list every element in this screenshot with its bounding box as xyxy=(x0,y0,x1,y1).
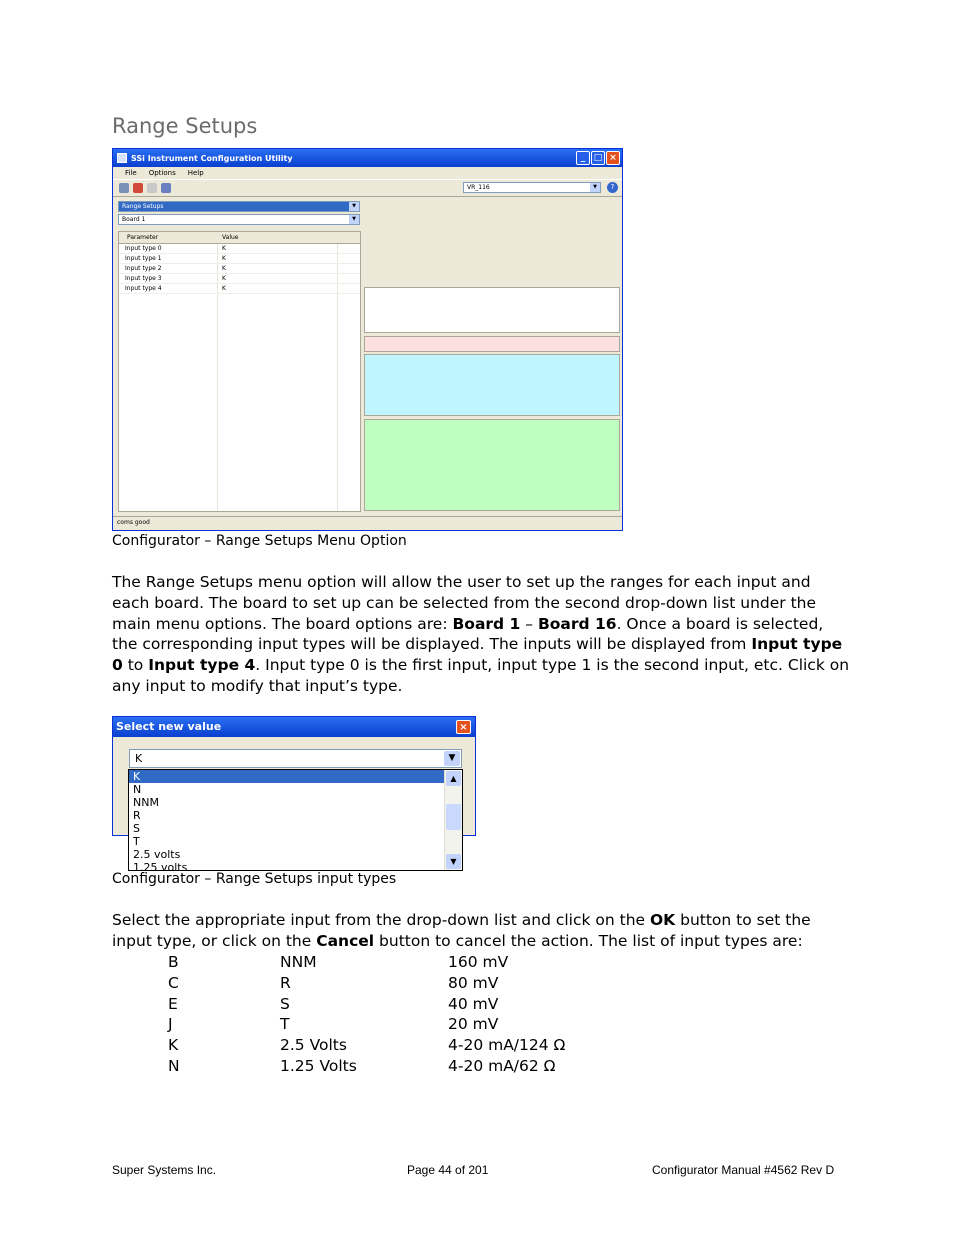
type-item: K xyxy=(168,1036,179,1055)
row-value: K xyxy=(222,245,226,252)
row-value: K xyxy=(222,255,226,262)
text: – xyxy=(520,614,538,633)
window-title: SSi Instrument Configuration Utility xyxy=(131,153,293,163)
scrollbar[interactable] xyxy=(444,770,462,870)
caption-2: Configurator – Range Setups input types xyxy=(112,871,397,887)
chevron-down-icon: ▼ xyxy=(444,751,460,766)
right-pane xyxy=(364,203,622,512)
type-item: E xyxy=(168,994,178,1013)
pink-panel xyxy=(364,336,620,352)
help-icon[interactable]: ? xyxy=(607,182,618,193)
status-text: coms good xyxy=(117,519,150,526)
row-value: K xyxy=(222,265,226,272)
type-item: S xyxy=(280,994,290,1013)
list-item[interactable]: S xyxy=(133,822,140,835)
grid-header xyxy=(119,232,360,244)
text: button to set the input type, or click on the xyxy=(112,911,811,950)
row-parameter: Input type 3 xyxy=(125,275,162,282)
type-item: 2.5 Volts xyxy=(280,1036,347,1055)
list-item[interactable]: R xyxy=(133,809,141,822)
type-item: 160 mV xyxy=(448,953,509,971)
section-heading: Range Setups xyxy=(112,114,258,138)
dialog-title: Select new value xyxy=(116,720,222,733)
footer-right: Configurator Manual #4562 Rev D xyxy=(652,1163,835,1177)
close-icon[interactable]: × xyxy=(456,720,471,734)
row-value: K xyxy=(222,285,226,292)
bold-text: OK xyxy=(650,911,676,929)
paragraph-2 xyxy=(112,910,852,952)
status-bar xyxy=(113,516,622,530)
footer-left: Super Systems Inc. xyxy=(112,1163,217,1177)
scroll-thumb[interactable] xyxy=(446,804,461,830)
type-item: J xyxy=(168,1015,173,1034)
text: The Range Setups menu option will allow the user to set up the ranges for each input and each board. The board to set up can be selected from the second drop-down list under the main menu options. The board options are: xyxy=(112,573,817,633)
list-item[interactable]: 2.5 volts xyxy=(133,848,181,861)
bold-text: Cancel xyxy=(316,931,375,950)
type-item: NNM xyxy=(280,953,317,971)
value-select[interactable] xyxy=(129,749,462,768)
menu-option-value: Range Setups xyxy=(122,203,164,210)
parameter-grid xyxy=(118,231,361,512)
text: . Input type 0 is the first input, input type 1 is the second input, etc. Click on any input to modify that input’s type. xyxy=(112,656,850,695)
paragraph-1 xyxy=(112,572,852,697)
gear-icon[interactable] xyxy=(161,183,171,193)
dialog-titlebar xyxy=(113,717,475,737)
connect-icon[interactable] xyxy=(119,183,129,193)
bold-text: Board 1 xyxy=(452,614,521,633)
type-item: 80 mV xyxy=(448,973,499,992)
type-item: T xyxy=(280,1015,290,1034)
minimize-icon[interactable]: _ xyxy=(576,151,590,165)
footer-page-number: Page 44 of 201 xyxy=(407,1163,489,1177)
type-item: 1.25 Volts xyxy=(280,1056,357,1075)
text: . Once a board is selected, the corresponding input types will be displayed. The inputs will be displayed from xyxy=(112,614,824,654)
text: to xyxy=(122,656,149,675)
column-header-value: Value xyxy=(222,234,239,241)
board-select[interactable] xyxy=(118,214,360,225)
table-row[interactable] xyxy=(119,284,360,294)
text: Select the appropriate input from the drop-down list and click on the xyxy=(112,911,650,929)
connection-select[interactable] xyxy=(463,182,601,193)
table-row[interactable] xyxy=(119,244,360,254)
type-item: 40 mV xyxy=(448,994,499,1013)
chevron-up-icon[interactable]: ▲ xyxy=(446,771,461,786)
app-icon xyxy=(117,153,127,163)
bold-text: Board 16 xyxy=(537,614,617,633)
search-icon[interactable] xyxy=(147,183,157,193)
table-row[interactable] xyxy=(119,254,360,264)
bold-text: Input type 4 xyxy=(148,656,256,675)
left-pane xyxy=(118,201,361,512)
type-item: B xyxy=(168,953,179,971)
menu-bar xyxy=(113,167,622,179)
row-parameter: Input type 4 xyxy=(125,285,162,292)
config-utility-window xyxy=(112,148,623,531)
maximize-icon[interactable]: □ xyxy=(591,151,605,165)
selected-value: K xyxy=(135,752,143,765)
type-item: C xyxy=(168,973,179,992)
list-item[interactable]: K xyxy=(129,770,462,783)
menu-options[interactable]: Options xyxy=(148,169,176,177)
row-value: K xyxy=(222,275,226,282)
green-panel xyxy=(364,419,620,511)
table-row[interactable] xyxy=(119,264,360,274)
type-item: N xyxy=(168,1056,180,1075)
white-panel xyxy=(364,287,620,333)
column-header-parameter: Parameter xyxy=(127,234,159,241)
row-parameter: Input type 0 xyxy=(125,245,162,252)
list-item[interactable]: NNM xyxy=(133,796,159,809)
chevron-down-icon: ▼ xyxy=(590,183,600,192)
menu-help[interactable]: Help xyxy=(187,169,204,177)
cyan-panel xyxy=(364,354,620,416)
menu-option-select[interactable] xyxy=(118,201,360,212)
board-value: Board 1 xyxy=(122,216,146,223)
type-item: 4-20 mA/124 Ω xyxy=(448,1036,566,1055)
chevron-down-icon[interactable]: ▼ xyxy=(446,854,461,869)
list-item[interactable]: T xyxy=(133,835,140,848)
disconnect-icon[interactable] xyxy=(133,183,143,193)
type-item: 20 mV xyxy=(448,1015,499,1034)
bold-text: Input type 0 xyxy=(112,635,843,675)
type-item: R xyxy=(280,973,291,992)
options-dropdown xyxy=(128,769,463,871)
window-titlebar xyxy=(113,149,622,167)
caption-1: Configurator – Range Setups Menu Option xyxy=(112,533,407,549)
chevron-down-icon: ▼ xyxy=(349,215,359,224)
type-item: 4-20 mA/62 Ω xyxy=(448,1056,556,1075)
toolbar xyxy=(113,179,622,197)
close-icon[interactable]: × xyxy=(606,151,620,165)
connection-value: VR_116 xyxy=(467,184,490,191)
row-parameter: Input type 1 xyxy=(125,255,162,262)
list-item[interactable]: 1.25 volts xyxy=(133,861,188,871)
text: button to cancel the action. The list of input types are: xyxy=(374,931,803,950)
table-row[interactable] xyxy=(119,274,360,284)
row-parameter: Input type 2 xyxy=(125,265,162,272)
info-area xyxy=(364,203,620,286)
chevron-down-icon: ▼ xyxy=(349,202,359,211)
menu-file[interactable]: File xyxy=(125,169,137,177)
list-item[interactable]: N xyxy=(133,783,142,796)
